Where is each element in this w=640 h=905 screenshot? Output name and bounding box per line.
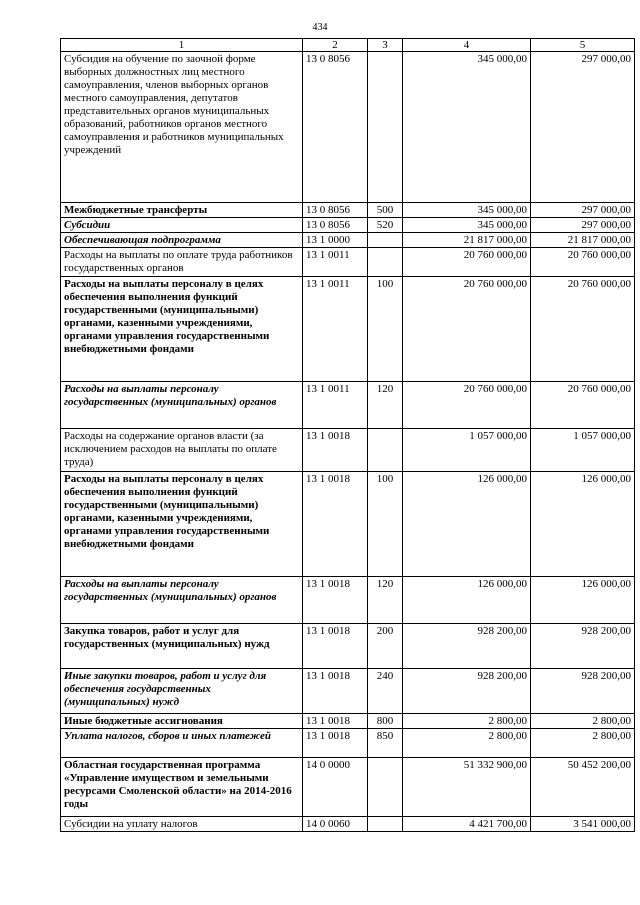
row-value-2014-cell: 345 000,00 [403,218,531,233]
row-value-2015-cell: 20 760 000,00 [531,382,635,429]
row-name-cell: Иные закупки товаров, работ и услуг для обеспечения государственных (муниципальных) нужд [61,669,303,714]
row-code-cell: 13 1 0018 [303,624,368,669]
row-value-2014-cell: 1 057 000,00 [403,429,531,472]
header-col-4: 4 [403,39,531,52]
row-code-cell: 13 1 0000 [303,233,368,248]
table-row [61,429,635,472]
table-row [61,624,635,669]
header-col-2: 2 [303,39,368,52]
row-type-cell [368,248,403,277]
row-code-cell: 14 0 0060 [303,817,368,832]
row-name-cell: Расходы на содержание органов власти (за исключением расходов на выплаты по оплате труда) [61,429,303,472]
table-row [61,472,635,577]
row-value-2014-cell: 20 760 000,00 [403,277,531,382]
budget-table [60,38,635,832]
row-value-2014-cell: 126 000,00 [403,472,531,577]
row-value-2015-cell: 928 200,00 [531,669,635,714]
table-row [61,218,635,233]
table-body [61,52,635,832]
row-name-cell: Расходы на выплаты персоналу в целях обеспечения выполнения функций государственными (муниципальными) органами, казенными учреждениями, органами управления государственными внебюджетными фондами [61,277,303,382]
row-code-cell: 13 1 0018 [303,577,368,624]
table-row [61,203,635,218]
row-type-cell: 520 [368,218,403,233]
row-value-2015-cell: 20 760 000,00 [531,248,635,277]
row-name-cell: Расходы на выплаты по оплате труда работников государственных органов [61,248,303,277]
row-name-cell: Расходы на выплаты персоналу государственных (муниципальных) органов [61,382,303,429]
row-value-2015-cell: 126 000,00 [531,577,635,624]
row-name-cell: Расходы на выплаты персоналу в целях обеспечения выполнения функций государственными (муниципальными) органами, казенными учреждениями, органами управления государственными внебюджетными фондами [61,472,303,577]
page-number: 434 [312,22,328,33]
row-type-cell: 850 [368,729,403,758]
row-type-cell: 800 [368,714,403,729]
header-col-5: 5 [531,39,635,52]
row-value-2015-cell: 297 000,00 [531,52,635,203]
table-row [61,714,635,729]
row-code-cell: 13 0 8056 [303,52,368,203]
table-row [61,248,635,277]
row-type-cell: 240 [368,669,403,714]
row-value-2014-cell: 345 000,00 [403,203,531,218]
header-col-3: 3 [368,39,403,52]
row-value-2014-cell: 345 000,00 [403,52,531,203]
row-value-2015-cell: 2 800,00 [531,714,635,729]
row-code-cell: 13 1 0018 [303,729,368,758]
row-name-cell: Субсидии [61,218,303,233]
row-name-cell: Уплата налогов, сборов и иных платежей [61,729,303,758]
row-code-cell: 13 1 0011 [303,277,368,382]
row-value-2014-cell: 51 332 900,00 [403,758,531,817]
row-name-cell: Расходы на выплаты персоналу государственных (муниципальных) органов [61,577,303,624]
row-code-cell: 13 1 0018 [303,669,368,714]
header-col-1: 1 [61,39,303,52]
row-type-cell: 120 [368,577,403,624]
row-name-cell: Иные бюджетные ассигнования [61,714,303,729]
row-name-cell: Субсидии на уплату налогов [61,817,303,832]
table-row [61,577,635,624]
table-row [61,669,635,714]
row-value-2014-cell: 2 800,00 [403,729,531,758]
row-type-cell [368,758,403,817]
row-type-cell: 500 [368,203,403,218]
row-name-cell: Областная государственная программа «Управление имуществом и земельными ресурсами Смоленской области» на 2014-2016 годы [61,758,303,817]
row-type-cell [368,233,403,248]
row-value-2014-cell: 928 200,00 [403,669,531,714]
header-row [61,39,635,52]
table-row [61,233,635,248]
row-value-2015-cell: 1 057 000,00 [531,429,635,472]
row-value-2014-cell: 20 760 000,00 [403,382,531,429]
row-type-cell [368,817,403,832]
row-code-cell: 13 0 8056 [303,218,368,233]
row-value-2014-cell: 126 000,00 [403,577,531,624]
row-value-2014-cell: 928 200,00 [403,624,531,669]
row-name-cell: Обеспечивающая подпрограмма [61,233,303,248]
row-value-2015-cell: 21 817 000,00 [531,233,635,248]
row-type-cell: 100 [368,472,403,577]
table-row [61,817,635,832]
table-row [61,729,635,758]
row-code-cell: 13 1 0018 [303,714,368,729]
row-value-2015-cell: 297 000,00 [531,203,635,218]
table-row [61,758,635,817]
row-value-2014-cell: 2 800,00 [403,714,531,729]
row-value-2014-cell: 4 421 700,00 [403,817,531,832]
row-type-cell [368,52,403,203]
row-code-cell: 13 1 0011 [303,248,368,277]
row-name-cell: Межбюджетные трансферты [61,203,303,218]
row-type-cell [368,429,403,472]
row-code-cell: 13 0 8056 [303,203,368,218]
row-value-2014-cell: 20 760 000,00 [403,248,531,277]
row-value-2014-cell: 21 817 000,00 [403,233,531,248]
row-value-2015-cell: 50 452 200,00 [531,758,635,817]
row-value-2015-cell: 2 800,00 [531,729,635,758]
row-value-2015-cell: 928 200,00 [531,624,635,669]
row-value-2015-cell: 297 000,00 [531,218,635,233]
table-row [61,382,635,429]
table-row [61,52,635,203]
row-value-2015-cell: 126 000,00 [531,472,635,577]
row-code-cell: 13 1 0011 [303,382,368,429]
row-value-2015-cell: 3 541 000,00 [531,817,635,832]
row-type-cell: 200 [368,624,403,669]
row-name-cell: Закупка товаров, работ и услуг для государственных (муниципальных) нужд [61,624,303,669]
row-code-cell: 13 1 0018 [303,472,368,577]
row-value-2015-cell: 20 760 000,00 [531,277,635,382]
row-type-cell: 100 [368,277,403,382]
row-name-cell: Субсидия на обучение по заочной форме выборных должностных лиц местного самоуправления, членов выборных органов местного самоуправления, депутатов представительных органов муниципальных образований, работников органов местного самоуправления и работников муниципальных учреждений [61,52,303,203]
row-code-cell: 14 0 0000 [303,758,368,817]
row-type-cell: 120 [368,382,403,429]
row-code-cell: 13 1 0018 [303,429,368,472]
table-row [61,277,635,382]
